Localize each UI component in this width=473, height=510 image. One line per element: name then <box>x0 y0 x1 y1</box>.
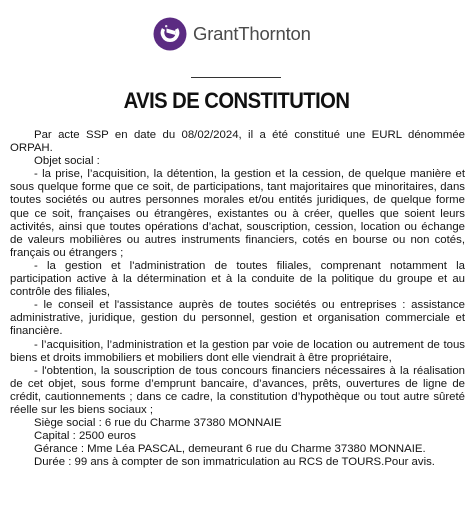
duree: Durée : 99 ans à compter de son immatriculation au RCS de TOURS.Pour avis. <box>34 456 435 469</box>
siege-social: Siège social : 6 rue du Charme 37380 MONNAIE <box>34 417 282 430</box>
brand-name: GrantThornton <box>193 23 311 44</box>
gerance: Gérance : Mme Léa PASCAL, demeurant 6 rue du Charme 37380 MONNAIE. <box>34 443 426 456</box>
title-divider <box>191 77 281 78</box>
intro-paragraph: Par acte SSP en date du 08/02/2024, il a été constitué une EURL dénommée ORPAH. <box>10 129 465 155</box>
object-item-immobilier: - l’acquisition, l’administration et la gestion par voie de location ou autrement de tous biens et droits immobiliers et mobiliers dont elle viendrait à être propriétaire, <box>10 338 465 364</box>
notice-title: AVIS DE CONSTITUTION <box>123 88 350 113</box>
notice-body <box>10 129 465 469</box>
object-item-financement: - l'obtention, la souscription de tous concours financiers nécessaires à la réalisation de cet objet, sous forme d’emprunt bancaire, d’avances, prêts, ouvertures de ligne de crédit, cautionnements ; dans ce cadre, la constitution d’hypothèque ou tout autre sûreté réelle sur les biens sociaux ; <box>10 364 465 416</box>
object-item-acquisition: - la prise, l’acquisition, la détention, la gestion et la cession, de quelque manière et sous quelque forme que ce soit, de participations, tant majoritaires que minoritaires, dans toutes sociétés ou autres personnes morales et/ou entités juridiques, de quelque forme que ce soit, françaises ou étrangères, existantes ou à créer, quelles que soient leurs activités, ainsi que toutes opérations d’achat, souscription, cession, location ou échange de valeurs mobilières ou autres instruments financiers, cotés en bourse ou non cotés, français ou étrangers ; <box>10 168 465 259</box>
object-item-conseil: - le conseil et l'assistance auprès de toutes sociétés ou entreprises : assistance administrative, juridique, gestion du personnel, gestion et organisation commerciale et financière. <box>10 299 465 338</box>
capital: Capital : 2500 euros <box>34 430 136 443</box>
object-item-filiales: - la gestion et l'administration de toutes filiales, comprenant notamment la participation active à la détermination et à la conduite de la politique du groupe et au contrôle des filiales, <box>10 259 465 299</box>
grant-thornton-mark-icon <box>153 17 187 51</box>
object-heading: Objet social : <box>34 155 100 168</box>
grant-thornton-logo <box>153 17 311 51</box>
